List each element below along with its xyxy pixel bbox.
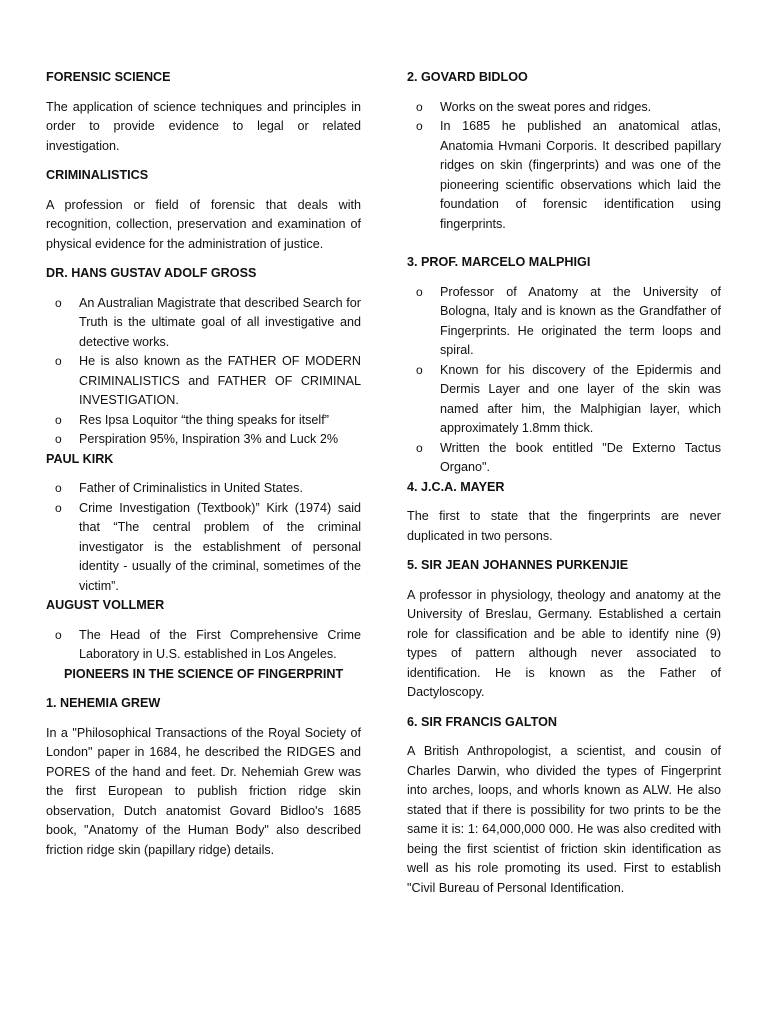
grew-text: In a "Philosophical Transactions of the Royal Society of London" paper in 1684, he described the RIDGES and PORES of the hand and feet. Dr. Nehemiah Grew was the first European to publish friction ridge skin observation, Dutch anatomist Govard Bidloo's 1685 book, "Anatomy of the Human Body" also described friction ridge skin (papillary ridge) details. (46, 725, 361, 857)
mayer-heading: 4. J.C.A. MAYER (407, 479, 505, 494)
list-item: o Known for his discovery of the Epidermis and Dermis Layer and one layer of the skin was named after him, the Malphigian layer, which approximately 1.8mm thick. (407, 361, 721, 439)
list-item: o An Australian Magistrate that described Search for Truth is the ultimate goal of all investigative and detective works. (46, 294, 361, 353)
gross-list (46, 294, 361, 450)
galton-text: A British Anthropologist, a scientist, and cousin of Charles Darwin, who divided the types of Fingerprint into arches, loops, and whorls known as ALW. He also stated that if there is possibility for two prints to be the same it is: 1: 64,000,000 000. He was also credited with being the first scientist of friction skin identification as well as his role promoting its used. First to establish "Civil Bureau of Personal Identification. (407, 744, 721, 895)
list-item: o Written the book entitled "De Externo Tactus Organo". (407, 439, 721, 478)
grew-heading: 1. NEHEMIA GREW (46, 696, 161, 710)
list-item: o Perspiration 95%, Inspiration 3% and Luck 2% (46, 430, 361, 450)
list-item: o Crime Investigation (Textbook)” Kirk (1974) said that “The central problem of the criminal investigator is the establishment of personal identity - usually of the criminal, sometimes of the victim”. (46, 499, 361, 597)
list-item: o Father of Criminalistics in United States. (46, 479, 361, 499)
list-item: o Works on the sweat pores and ridges. (407, 98, 721, 118)
forensic-science-definition: The application of science techniques and principles in order to provide evidence to legal or related investigation. (46, 99, 361, 153)
kirk-list (46, 479, 361, 596)
list-item: o Professor of Anatomy at the University of Bologna, Italy and is known as the Grandfather of Fingerprints. He originated the term loops and spiral. (407, 283, 721, 361)
galton-heading: 6. SIR FRANCIS GALTON (407, 714, 557, 729)
malphigi-list (407, 283, 721, 478)
criminalistics-definition: A profession or field of forensic that deals with recognition, collection, preservation and examination of physical evidence for the administration of justice. (46, 197, 361, 251)
list-item: o The Head of the First Comprehensive Crime Laboratory in U.S. established in Los Angeles. (46, 626, 361, 665)
kirk-heading: PAUL KIRK (46, 451, 114, 466)
vollmer-list (46, 626, 361, 665)
purkenjie-heading: 5. SIR JEAN JOHANNES PURKENJIE (407, 558, 629, 572)
left-column (46, 68, 361, 860)
list-item: o Res Ipsa Loquitor “the thing speaks for itself” (46, 411, 361, 431)
bidloo-heading: 2. GOVARD BIDLOO (407, 70, 528, 84)
malphigi-heading: 3. PROF. MARCELO MALPHIGI (407, 255, 591, 269)
bidloo-list (407, 98, 721, 235)
forensic-science-heading: FORENSIC SCIENCE (46, 70, 171, 84)
right-column (407, 68, 721, 898)
vollmer-heading: AUGUST VOLLMER (46, 598, 165, 612)
criminalistics-heading: CRIMINALISTICS (46, 168, 149, 182)
gross-heading: DR. HANS GUSTAV ADOLF GROSS (46, 266, 257, 280)
purkenjie-text: A professor in physiology, theology and anatomy at the University of Breslau, Germany. Established a certain role for classification and be able to identify nine (9) types of pattern although never associated to identification. He is known as the Father of Dactyloscopy. (407, 587, 721, 699)
list-item: o He is also known as the FATHER OF MODERN CRIMINALISTICS and FATHER OF CRIMINAL INVESTIGATION. (46, 352, 361, 411)
mayer-text: The first to state that the fingerprints are never duplicated in two persons. (407, 509, 721, 543)
pioneers-heading: PIONEERS IN THE SCIENCE OF FINGERPRINT (64, 666, 344, 681)
list-item: o In 1685 he published an anatomical atlas, Anatomia Hvmani Corporis. It described papillary ridges on skin (fingerprints) and was one of the pioneering scientific observations which laid the foundation of forensic identification using fingerprints. (407, 117, 721, 234)
